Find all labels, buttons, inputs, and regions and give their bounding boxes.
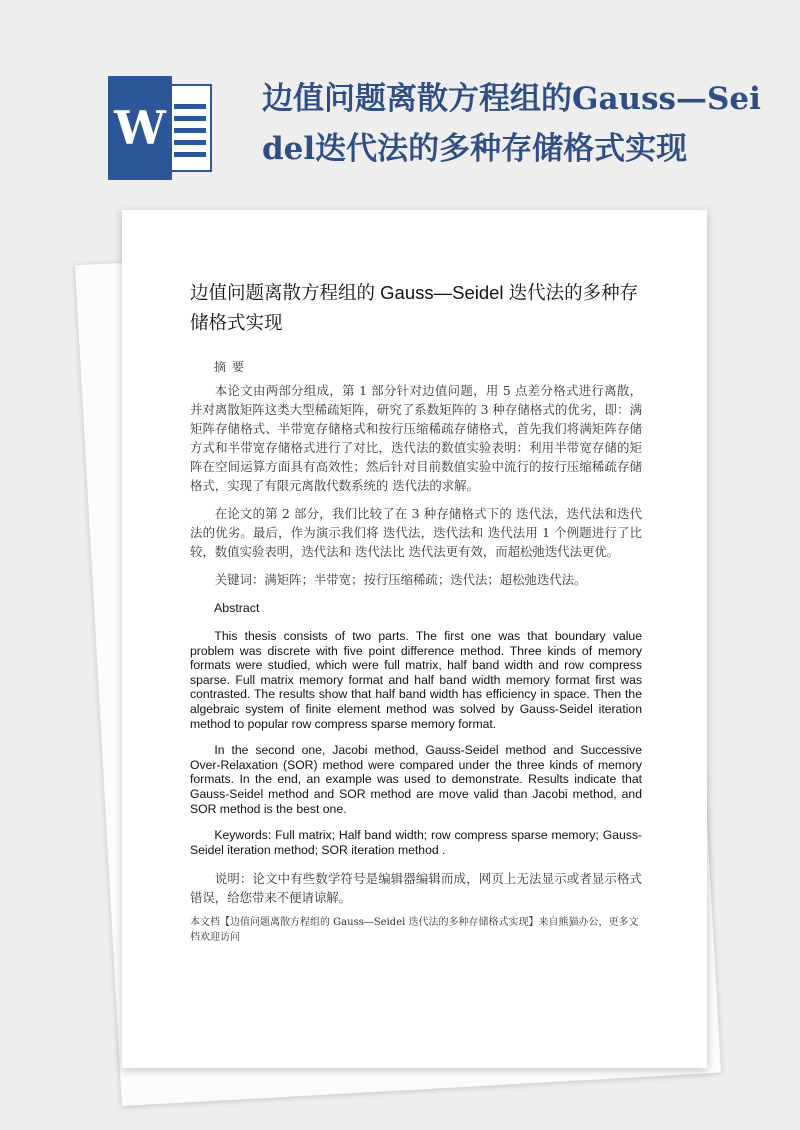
word-letter-badge: W [108,76,172,180]
paper-title: 边值问题离散方程组的 Gauss—Seidel 迭代法的多种存储格式实现 [190,282,639,333]
document-footer-note: 本文档【边值问题离散方程组的 Gauss—Seidel 迭代法的多种存储格式实现】来自熊猫办公，更多文档欢迎访问 [190,917,639,944]
abstract-cn-paragraph-1: 本论文由两部分组成，第 1 部分针对边值问题，用 5 点差分格式进行离散，并对离散矩阵这类大型稀疏矩阵，研究了系数矩阵的 3 种存储格式的优劣，即：满矩阵存储格式、半带宽存储格式和按行压缩稀疏存储格式，首先我们将满矩阵存储方式和半带宽存储格式进行了对比，迭代法的数值实验表明：利用半带宽存储的矩阵在空间运算方面具有高效性；然后针对目前数值实验中流行的按行压缩稀疏存储格式，实现了有限元离散代数系统的 迭代法的求解。 [190,383,642,493]
document-page [122,210,707,1068]
keywords-cn: 关键词：满矩阵；半带宽；按行压缩稀疏；迭代法；超松弛迭代法。 [214,572,587,587]
document-header-title: 边值问题离散方程组的Gauss—Seidel迭代法的多种存储格式实现 [262,81,761,167]
abstract-en-heading: Abstract [214,601,260,615]
abstract-en-paragraph-1: This thesis consists of two parts. The first one was that boundary value problem was discrete with five point difference method. Three kinds of memory formats were studied, which were full matrix, half band width and row compress sparse. Full matrix memory format and half band width memory format first was contrasted. The results show that half band width has efficiency in space. Then the algebraic system of finite element method was solved by Gauss-Seidel iteration method to popular row compress sparse memory format. [190,629,642,731]
page-content [190,278,642,945]
keywords-en: Keywords: Full matrix; Half band width; row compress sparse memory; Gauss-Seidel iteration method; SOR iteration method . [190,828,642,857]
abstract-cn-heading: 摘要 [214,360,251,374]
abstract-cn-paragraph-2: 在论文的第 2 部分，我们比较了在 3 种存储格式下的 迭代法，迭代法和迭代法的优劣。最后，作为演示我们将 迭代法，迭代法和 迭代法用 1 个例题进行了比较，数值实验表明，迭代法和 迭代法比 迭代法更有效，而超松弛迭代法更优。 [190,506,642,559]
abstract-en-paragraph-2: In the second one, Jacobi method, Gauss-Seidel method and Successive Over-Relaxation (SOR) method were compared under the three kinds of memory formats. In the end, an example was used to demonstrate. Results indicate that Gauss-Seidel method and SOR method are move valid than Jacobi method, and SOR method is the best one. [190,743,642,816]
note-cn: 说明：论文中有些数学符号是编辑器编辑而成，网页上无法显示或者显示格式错误，给您带来不便请谅解。 [190,871,642,906]
word-doc-icon [108,76,214,180]
